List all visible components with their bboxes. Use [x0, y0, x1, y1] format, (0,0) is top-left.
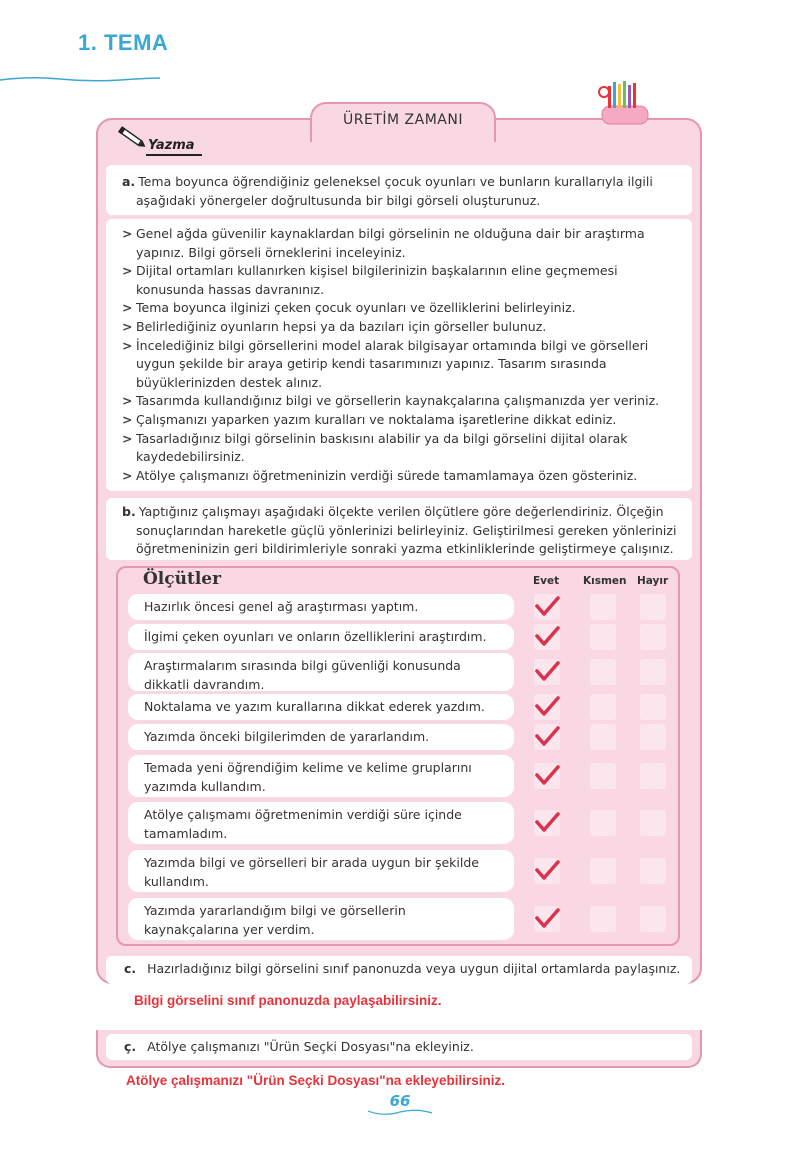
list-item: > Genel ağda güvenilir kaynaklardan bilgi görselinin ne olduğuna dair bir araştırma yapınız. Bilgi görseli örneklerini inceleyiniz.: [122, 226, 645, 260]
tema-title: 1. TEMA: [78, 30, 169, 55]
instruction-cc: [106, 1034, 692, 1060]
item-letter: b.: [122, 504, 136, 519]
stationery-icon: [596, 78, 656, 128]
chevron-right-icon: >: [122, 318, 133, 334]
criteria-text: Temada yeni öğrendiğim kelime ve kelime gruplarını yazımda kullandım.: [144, 760, 472, 794]
instruction-a: [106, 165, 692, 215]
column-header-kismen: Kısmen: [583, 575, 627, 587]
criteria-row: [128, 755, 514, 797]
criteria-title: Ölçütler: [143, 569, 222, 589]
checkmark-icon: [533, 810, 561, 836]
checkbox-kismen[interactable]: [590, 594, 616, 620]
checkmark-icon: [533, 724, 561, 750]
list-item: > Tema boyunca ilginizi çeken çocuk oyunları ve özelliklerini belirleyiniz.: [122, 299, 682, 318]
item-letter: a.: [122, 174, 136, 189]
item-letter: ç.: [124, 1039, 137, 1054]
criteria-text: Yazımda yararlandığım bilgi ve görsellerin kaynakçalarına yer verdim.: [144, 903, 406, 937]
list-item: > İncelediğiniz bilgi görsellerini model alarak bilgisayar ortamında bilgi ve görselleri uygun şekilde bir araya getirip kendi tasarımınızı yapınız. Tasarım sırasında büyüklerinizden destek alınız.: [122, 337, 649, 390]
checkmark-icon: [533, 659, 561, 685]
list-item: > Dijital ortamları kullanırken kişisel bilgilerinizin başkalarının eline geçmemesi konusunda hassas davranınız.: [122, 263, 618, 297]
checkbox-kismen[interactable]: [590, 624, 616, 650]
criteria-text: Hazırlık öncesi genel ağ araştırması yaptım.: [144, 599, 419, 614]
criteria-row: [128, 594, 514, 620]
checkbox-kismen[interactable]: [590, 724, 616, 750]
column-header-evet: Evet: [533, 575, 560, 587]
item-letter: c.: [124, 961, 137, 976]
checkbox-hayir[interactable]: [640, 763, 666, 789]
chevron-right-icon: >: [122, 467, 133, 483]
checkbox-kismen[interactable]: [590, 659, 616, 685]
instruction-b-text: Yaptığınız çalışmayı aşağıdaki ölçekte verilen ölçütlere göre değerlendiriniz. Ölçeğin sonuçlarından hareketle güçlü yönlerinizi belirleyiniz. Geliştirilmesi gereken yönlerinizi öğretmeninizin geri bildirimleriyle sonraki yazma etkinliklerinde geliştirmeye çalışınız.: [136, 504, 677, 557]
chevron-right-icon: >: [122, 226, 133, 241]
tema-underline-decor: [0, 74, 160, 84]
criteria-text: Yazımda önceki bilgilerimden de yararlandım.: [144, 729, 430, 744]
chevron-right-icon: >: [122, 337, 133, 353]
checkmark-icon: [533, 624, 561, 650]
checkmark-icon: [533, 694, 561, 720]
criteria-row: [128, 724, 514, 750]
page-number-decor: [368, 1108, 432, 1118]
list-item: > Tasarımda kullandığınız bilgi ve görsellerin kaynakçalarına çalışmanızda yer veriniz.: [122, 392, 682, 411]
criteria-row: [128, 624, 514, 650]
checkbox-kismen[interactable]: [590, 763, 616, 789]
checkbox-hayir[interactable]: [640, 858, 666, 884]
checkbox-kismen[interactable]: [590, 858, 616, 884]
panel-tab-title: ÜRETİM ZAMANI: [343, 112, 463, 128]
criteria-text: Atölye çalışmamı öğretmenimin verdiği süre içinde tamamladım.: [144, 807, 462, 841]
checkbox-hayir[interactable]: [640, 694, 666, 720]
criteria-text: Araştırmalarım sırasında bilgi güvenliği konusunda dikkatli davrandım.: [144, 658, 461, 692]
chevron-right-icon: >: [122, 393, 133, 409]
column-header-hayir: Hayır: [637, 575, 669, 587]
criteria-row: [128, 653, 514, 691]
instruction-c-text: Hazırladığınız bilgi görselini sınıf panonuzda veya uygun dijital ortamlarda paylaşınız.: [147, 961, 681, 976]
criteria-text: Noktalama ve yazım kurallarına dikkat ederek yazdım.: [144, 699, 485, 714]
checkbox-hayir[interactable]: [640, 810, 666, 836]
instruction-cc-text: Atölye çalışmanızı "Ürün Seçki Dosyası"na ekleyiniz.: [147, 1039, 474, 1054]
checkbox-hayir[interactable]: [640, 624, 666, 650]
criteria-row: [128, 694, 514, 720]
list-item: > Çalışmanızı yaparken yazım kuralları ve noktalama işaretlerine dikkat ediniz.: [122, 411, 682, 430]
instruction-b: [106, 498, 692, 560]
section-label: Yazma: [148, 138, 195, 153]
criteria-text: İlgimi çeken oyunları ve onların özelliklerini araştırdım.: [144, 629, 487, 644]
list-item: > Belirlediğiniz oyunların hepsi ya da bazıları için görseller bulunuz.: [122, 318, 682, 337]
criteria-text: Yazımda bilgi ve görselleri bir arada uygun bir şekilde kullandım.: [144, 855, 479, 889]
instruction-c: [106, 956, 692, 984]
chevron-right-icon: >: [122, 411, 133, 427]
list-item: > Tasarladığınız bilgi görselinin baskısını alabilir ya da bilgi görselini dijital olarak kaydedebilirsiniz.: [122, 430, 628, 465]
answer-c: Bilgi görselini sınıf panonuzda paylaşabilirsiniz.: [134, 993, 442, 1008]
criteria-row: [128, 850, 514, 892]
checkbox-hayir[interactable]: [640, 724, 666, 750]
checkmark-icon: [533, 858, 561, 884]
criteria-row: [128, 898, 514, 940]
list-item: > Atölye çalışmanızı öğretmeninizin verdiği sürede tamamlamaya özen gösteriniz.: [122, 467, 682, 486]
checkbox-hayir[interactable]: [640, 659, 666, 685]
checkbox-kismen[interactable]: [590, 906, 616, 932]
pencil-icon: [116, 124, 148, 152]
instruction-a-text: Tema boyunca öğrendiğiniz geleneksel çocuk oyunları ve bunların kurallarıyla ilgili aşağıdaki yönergeler doğrultusunda bir bilgi görseli oluşturunuz.: [136, 174, 653, 208]
checkbox-hayir[interactable]: [640, 594, 666, 620]
checkmark-icon: [533, 594, 561, 620]
page-number: 66: [389, 1092, 411, 1110]
criteria-row: [128, 802, 514, 844]
steps-list: [106, 219, 692, 491]
chevron-right-icon: >: [122, 300, 133, 316]
chevron-right-icon: >: [122, 263, 133, 279]
checkbox-kismen[interactable]: [590, 694, 616, 720]
checkbox-kismen[interactable]: [590, 810, 616, 836]
chevron-right-icon: >: [122, 430, 133, 446]
checkmark-icon: [533, 906, 561, 932]
answer-cc: Atölye çalışmanızı "Ürün Seçki Dosyası"na ekleyebilirsiniz.: [126, 1073, 505, 1088]
checkmark-icon: [533, 763, 561, 789]
checkbox-hayir[interactable]: [640, 906, 666, 932]
